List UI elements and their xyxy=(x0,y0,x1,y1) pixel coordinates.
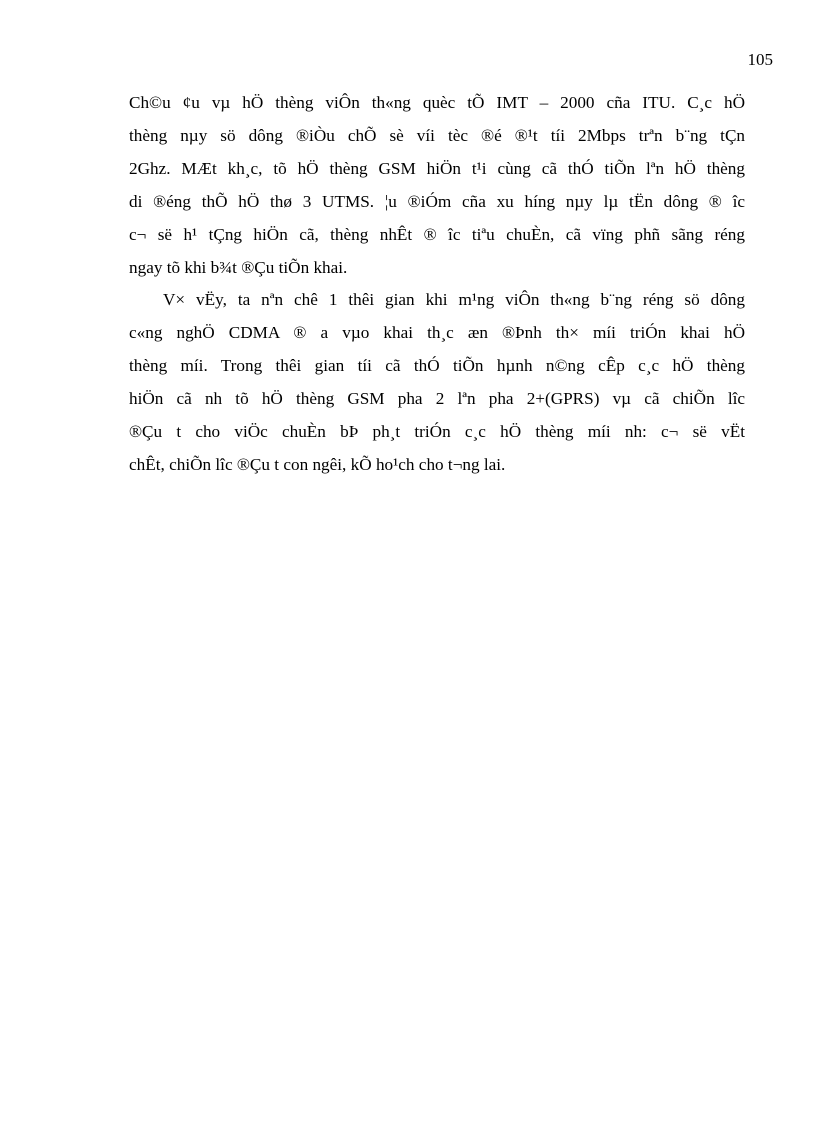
text-line: chÊt, chiÕn lîc ®Çu t con ngêi, kÕ ho¹ch cho t¬ng lai. xyxy=(129,454,506,474)
text-line: Ch©u ¢u vµ hÖ thèng viÔn th«ng quèc tÕ IMT – 2000 cña ITU. C¸c hÖ xyxy=(129,93,745,112)
text-line: V× vËy, ta nªn chê 1 thêi gian khi m¹ng viÔn th«ng b¨ng réng sö dông xyxy=(163,290,745,310)
text-line: thèng míi. Trong thêi gian tíi cã thÓ tiÕn hµnh n©ng cÊp c¸c hÖ thèng xyxy=(129,356,745,376)
text-line: ®Çu t cho viÖc chuÈn bÞ ph¸t triÓn c¸c hÖ thèng míi nh: c¬ së vËt xyxy=(129,422,745,442)
text-line: 2Ghz. MÆt kh¸c, tõ hÖ thèng GSM hiÖn t¹i cùng cã thÓ tiÕn lªn hÖ thèng xyxy=(129,158,745,178)
text-line: thèng nµy sö dông ®iÒu chÕ sè víi tèc ®é ®¹t tíi 2Mbps trªn b¨ng tÇn xyxy=(129,125,745,145)
paragraph-1 xyxy=(129,87,745,284)
body-text xyxy=(129,87,745,482)
text-line: hiÖn cã nh tõ hÖ thèng GSM pha 2 lªn pha 2+(GPRS) vµ cã chiÕn lîc xyxy=(129,389,745,409)
text-line: c«ng nghÖ CDMA ® a vµo khai th¸c æn ®Þnh th× míi triÓn khai hÖ xyxy=(129,323,745,343)
paragraph-2 xyxy=(129,284,745,481)
text-line: ngay tõ khi b¾t ®Çu tiÕn khai. xyxy=(129,257,348,277)
page-number: 105 xyxy=(747,50,773,69)
text-line: c¬ së h¹ tÇng hiÖn cã, thèng nhÊt ® îc tiªu chuÈn, cã vïng phñ sãng réng xyxy=(129,224,745,244)
text-line: di ®éng thÕ hÖ thø 3 UTMS. ¦u ®iÓm cña xu híng nµy lµ tËn dông ® îc xyxy=(129,191,745,211)
